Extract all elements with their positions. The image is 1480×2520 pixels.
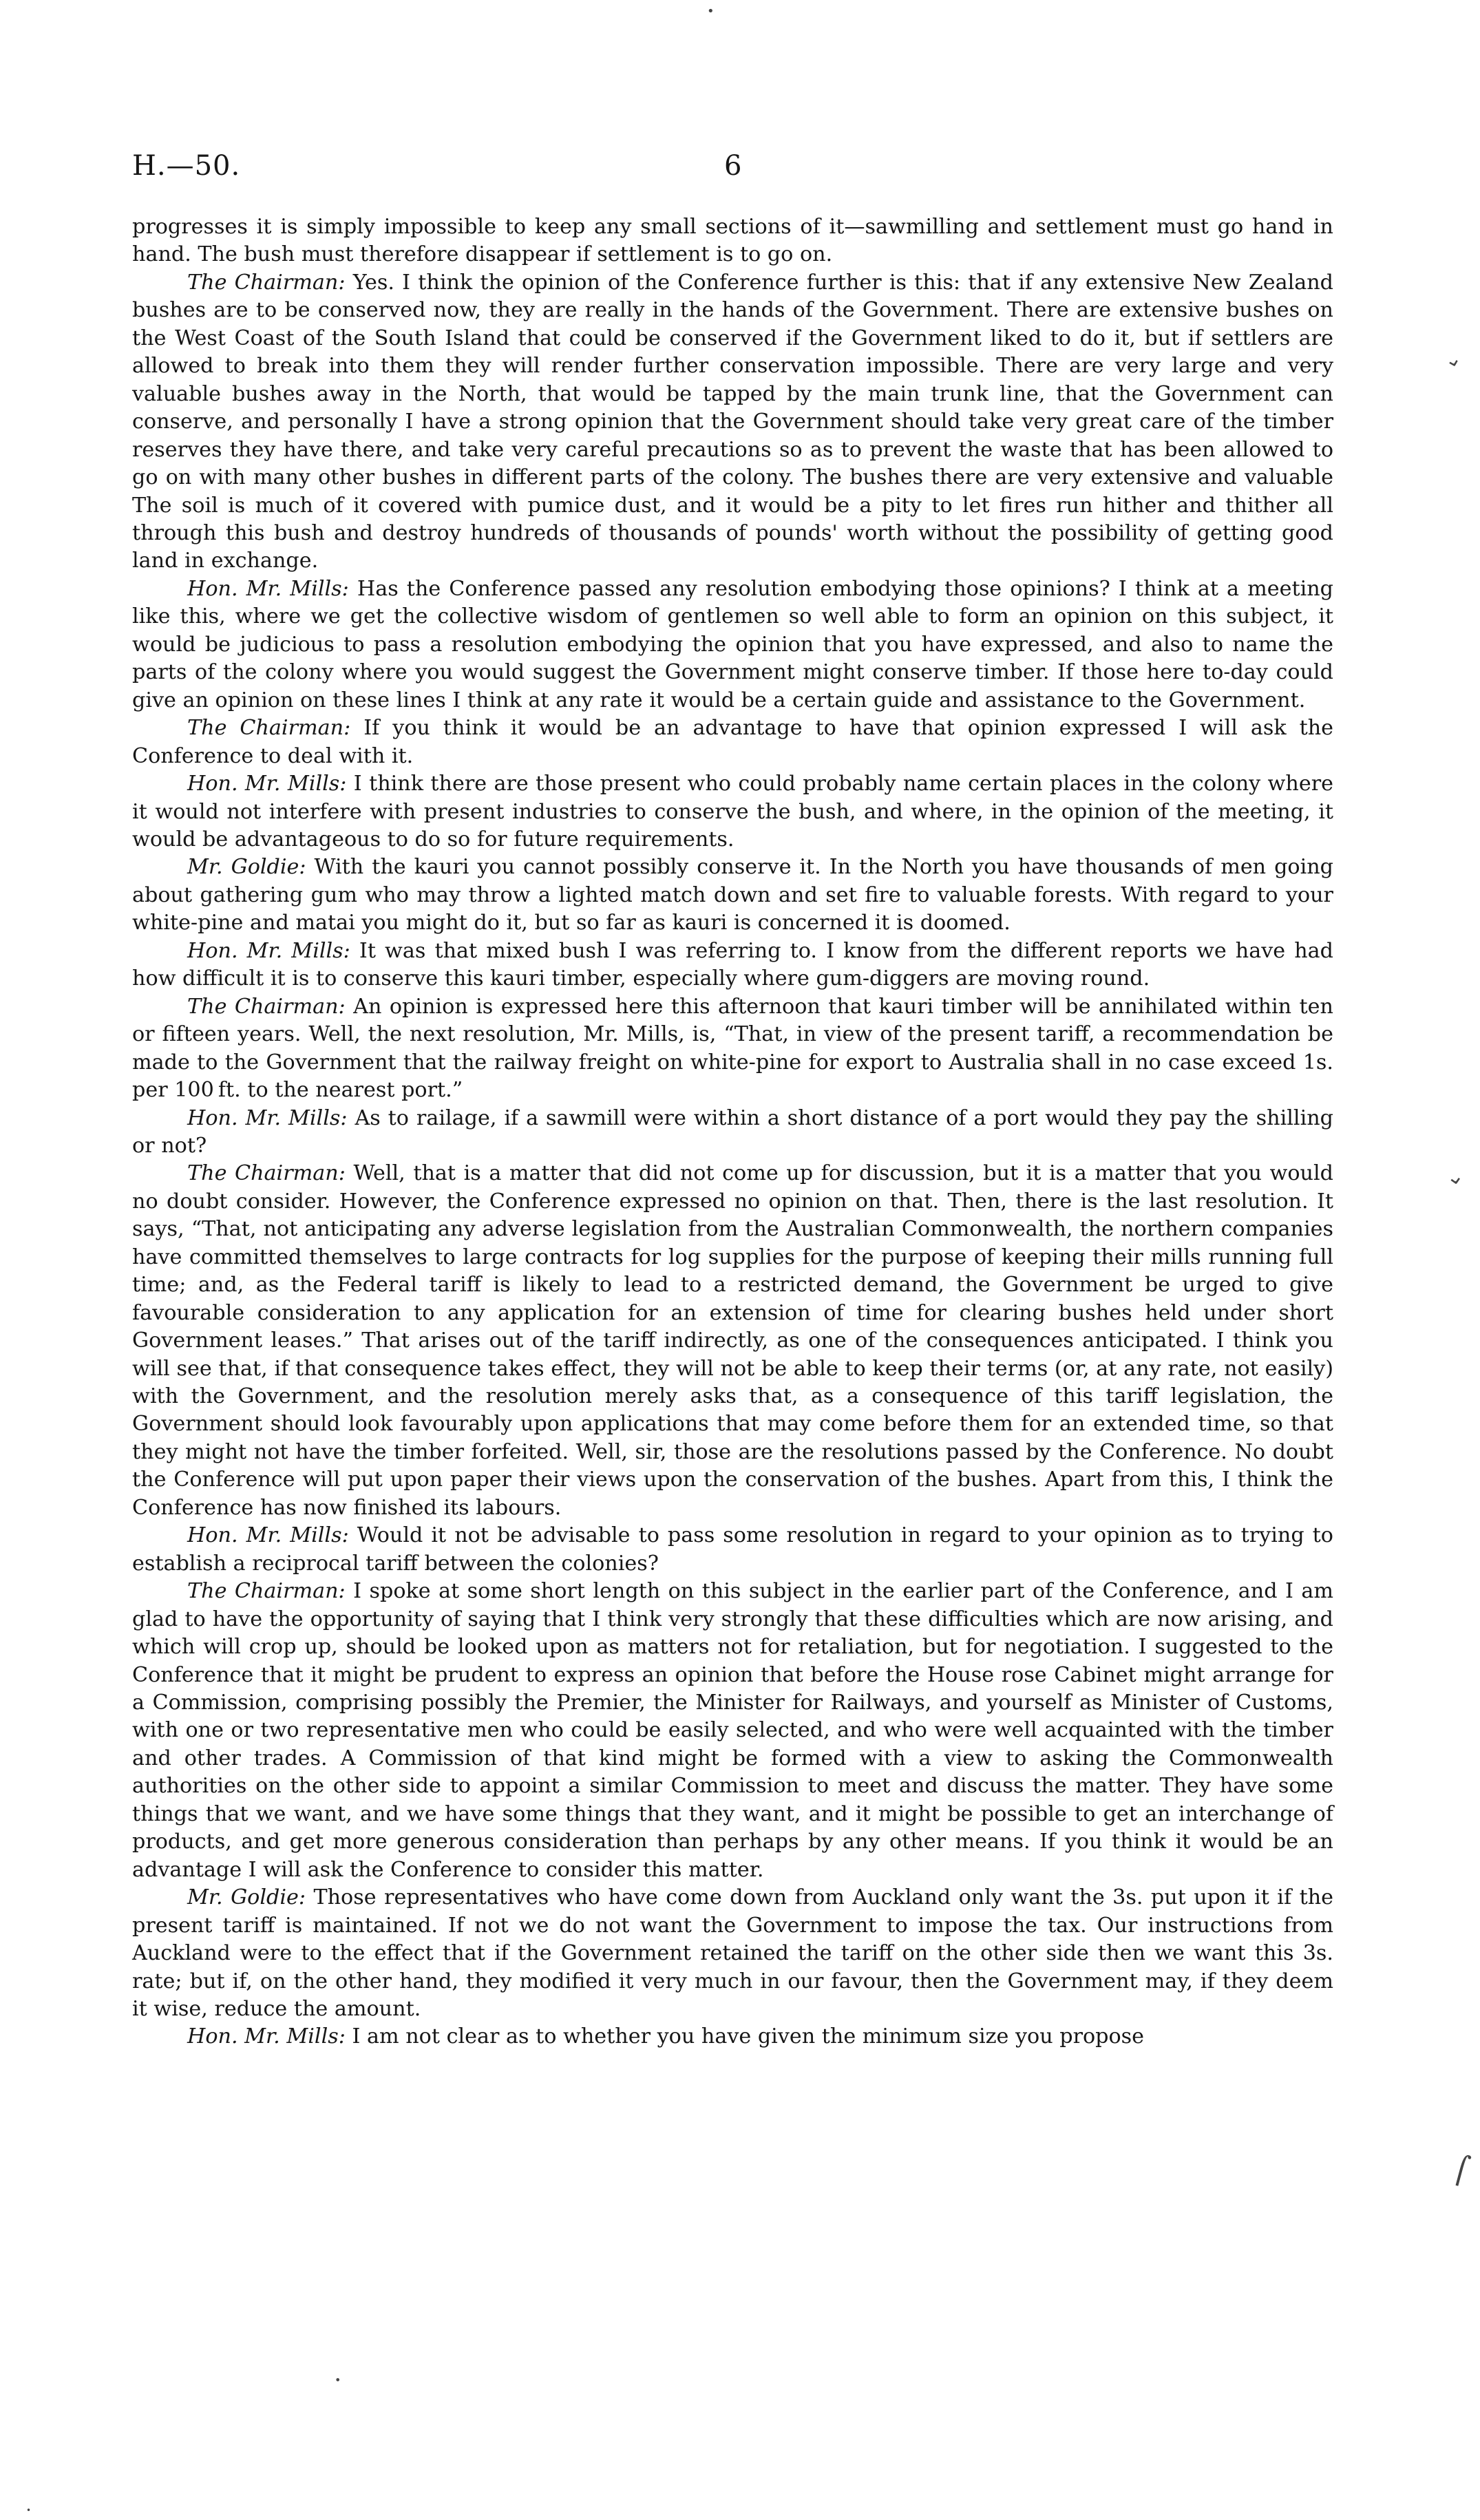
document-reference: H.—50. <box>132 150 241 182</box>
speaker-name: Hon. Mr. Mills: <box>187 1523 349 1548</box>
paragraph <box>132 269 1333 575</box>
paragraph <box>132 854 1333 937</box>
paragraph-text: I think there are those present who could probably name certain places in the colony where it would not interfere with present industries to conserve the bush, and where, in the opinion of the meeting, it would be advantageous to do so for future requirements. <box>132 772 1333 851</box>
paragraph-text: I spoke at some short length on this subject in the earlier part of the Conference, and I am glad to have the opportunity of saying that I think very strongly that these difficulties which are now arising, and which will crop up, should be looked upon as matters not for retaliation, but for negotiation. I suggested to the Conference that it might be prudent to express an opinion that before the House rose Cabinet might arrange for a Commission, comprising possibly the Premier, the Minister for Railways, and yourself as Minister of Customs, with one or two representative men who could be easily selected, and who were well acquainted with the timber and other trades. A Commission of that kind might be formed with a view to asking the Commonwealth authorities on the other side to appoint a similar Commission to meet and discuss the matter. They have some things that we want, and we have some things that they want, and it might be possible to get an interchange of products, and get more generous consideration than perhaps by any other means. If you think it would be an advantage I will ask the Conference to consider this matter. <box>132 1579 1333 1882</box>
page-header <box>132 150 1333 191</box>
paragraph <box>132 575 1333 714</box>
margin-mark-upper: ⌄ <box>1441 346 1465 374</box>
paragraph-text: progresses it is simply impossible to keep any small sections of it—sawmilling and settlement must go hand in hand. The bush must therefore disappear if settlement is to go on. <box>132 215 1333 267</box>
paragraph-text: Yes. I think the opinion of the Conference further is this: that if any extensive New Zealand bushes are to be conserved now, they are really in the hands of the Government. There are extensive bushes on the West Coast of the South Island that could be conserved if the Government liked to do it, but if settlers are allowed to break into them they will render further conservation impossible. There are very large and very valuable bushes away in the North, that would be tapped by the main trunk line, that the Government can conserve, and personally I have a strong opinion that the Government should take very great care of the timber reserves they have there, and take very careful precautions so as to prevent the waste that has been allowed to go on with many other bushes in different parts of the colony. The bushes there are very extensive and valuable The soil is much of it covered with pumice dust, and it would be a pity to let fires run hither and thither all through this bush and destroy hundreds of thousands of pounds' worth without the possibility of getting good land in exchange. <box>132 270 1333 573</box>
paragraph-text: Those representatives who have come down from Auckland only want the 3s. put upon it if the present tariff is maintained. If not we do not want the Government to impose the tax. Our instructions from Auckland were to the effect that if the Government retained the tariff on the other side then we want this 3s. rate; but if, on the other hand, they modified it very much in our favour, then the Government may, if they deem it wise, reduce the amount. <box>132 1885 1334 2021</box>
paragraph <box>132 1884 1333 2023</box>
paragraph-text: An opinion is expressed here this afternoon that kauri timber will be annihilated within ten or fifteen years. Well, the next resolution, Mr. Mills, is, “That, in view of the present tariff, a recommendation be made to the Government that the railway freight on white-pine for export to Australia shall in no case exceed 1s. per 100 ft. to the nearest port.” <box>132 994 1333 1103</box>
paragraph <box>132 213 1333 269</box>
paragraph-text: I am not clear as to whether you have given the minimum size you propose <box>345 2024 1145 2049</box>
paragraph <box>132 938 1333 993</box>
paragraph-text: If you think it would be an advantage to have that opinion expressed I will ask the Conference to deal with it. <box>132 716 1334 768</box>
paragraph-text: Well, that is a matter that did not come up for discussion, but it is a matter that you would no doubt consider. However, the Conference expressed no opinion on that. Then, there is the last resolution. It says, “That, not anticipating any adverse legislation from the Australian Commonwealth, the northern companies have committed themselves to large contracts for log supplies for the purpose of keeping their mills running full time; and, as the Federal tariff is likely to lead to a restricted demand, the Government be urged to give favourable consideration to any application for an extension of time for clearing bushes held under short Government leases.” That arises out of the tariff indirectly, as one of the consequences anticipated. I think you will see that, if that consequence takes effect, they will not be able to keep their terms (or, at any rate, not easily) with the Government, and the resolution merely asks that, as a consequence of this tariff legislation, the Government should look favourably upon applications that may come before them for an extended time, so that they might not have the timber forfeited. Well, sir, those are the resolutions passed by the Conference. No doubt the Conference will put upon paper their views upon the conservation of the bushes. Apart from this, I think the Conference has now finished its labours. <box>132 1161 1333 1520</box>
speaker-name: Mr. Goldie: <box>187 855 306 880</box>
speaker-name: The Chairman: <box>187 1161 346 1186</box>
paragraph <box>132 1522 1333 1578</box>
speaker-name: Mr. Goldie: <box>187 1885 306 1910</box>
margin-mark-middle: ⌄ <box>1443 1161 1466 1192</box>
speaker-name: Hon. Mr. Mills: <box>187 576 349 601</box>
paragraph <box>132 1578 1333 1884</box>
paragraph-text: With the kauri you cannot possibly conserve it. In the North you have thousands of men going about gathering gum who may throw a lighted match down and set fire to valuable forests. With regard to your white-pine and matai you might do it, but so far as kauri is concerned it is doomed. <box>132 855 1334 935</box>
paragraph-text: As to railage, if a sawmill were within a short distance of a port would they pay the shilling or not? <box>132 1105 1333 1158</box>
paragraph <box>132 714 1333 770</box>
speaker-name: The Chairman: <box>187 994 346 1019</box>
paragraph <box>132 2023 1333 2051</box>
body-text <box>132 213 1333 2051</box>
paragraph-text: It was that mixed bush I was referring to. I know from the different reports we have had how difficult it is to conserve this kauri timber, especially where gum-diggers are moving round. <box>132 938 1333 991</box>
paragraph <box>132 1160 1333 1522</box>
top-dot-mark: • <box>707 4 715 19</box>
speaker-name: The Chairman: <box>187 270 346 295</box>
speaker-name: The Chairman: <box>187 1579 346 1604</box>
bottom-dot-mark: • <box>26 2506 32 2515</box>
speaker-name: Hon. Mr. Mills: <box>187 1105 348 1130</box>
paragraph <box>132 993 1333 1105</box>
margin-mark-lower: ⌠ <box>1450 2153 1472 2188</box>
speaker-name: Hon. Mr. Mills: <box>187 772 347 796</box>
speaker-name: Hon. Mr. Mills: <box>187 938 350 963</box>
page-number: 6 <box>724 150 742 182</box>
paragraph-text: Would it not be advisable to pass some resolution in regard to your opinion as to trying to establish a reciprocal tariff between the colonies? <box>132 1523 1333 1576</box>
paragraph <box>132 1105 1333 1161</box>
paragraph-text: Has the Conference passed any resolution embodying those opinions? I think at a meeting like this, where we get the collective wisdom of gentlemen so well able to form an opinion on this subject, it would be judicious to pass a resolution embodying the opinion that you have expressed, and also to name the parts of the colony where you would suggest the Government might conserve timber. If those here to-day could give an opinion on these lines I think at any rate it would be a certain guide and assistance to the Government. <box>132 576 1334 712</box>
paragraph <box>132 770 1333 854</box>
bottom-dot-mark: • <box>335 2373 341 2386</box>
speaker-name: The Chairman: <box>187 716 351 741</box>
speaker-name: Hon. Mr. Mills: <box>187 2024 346 2049</box>
